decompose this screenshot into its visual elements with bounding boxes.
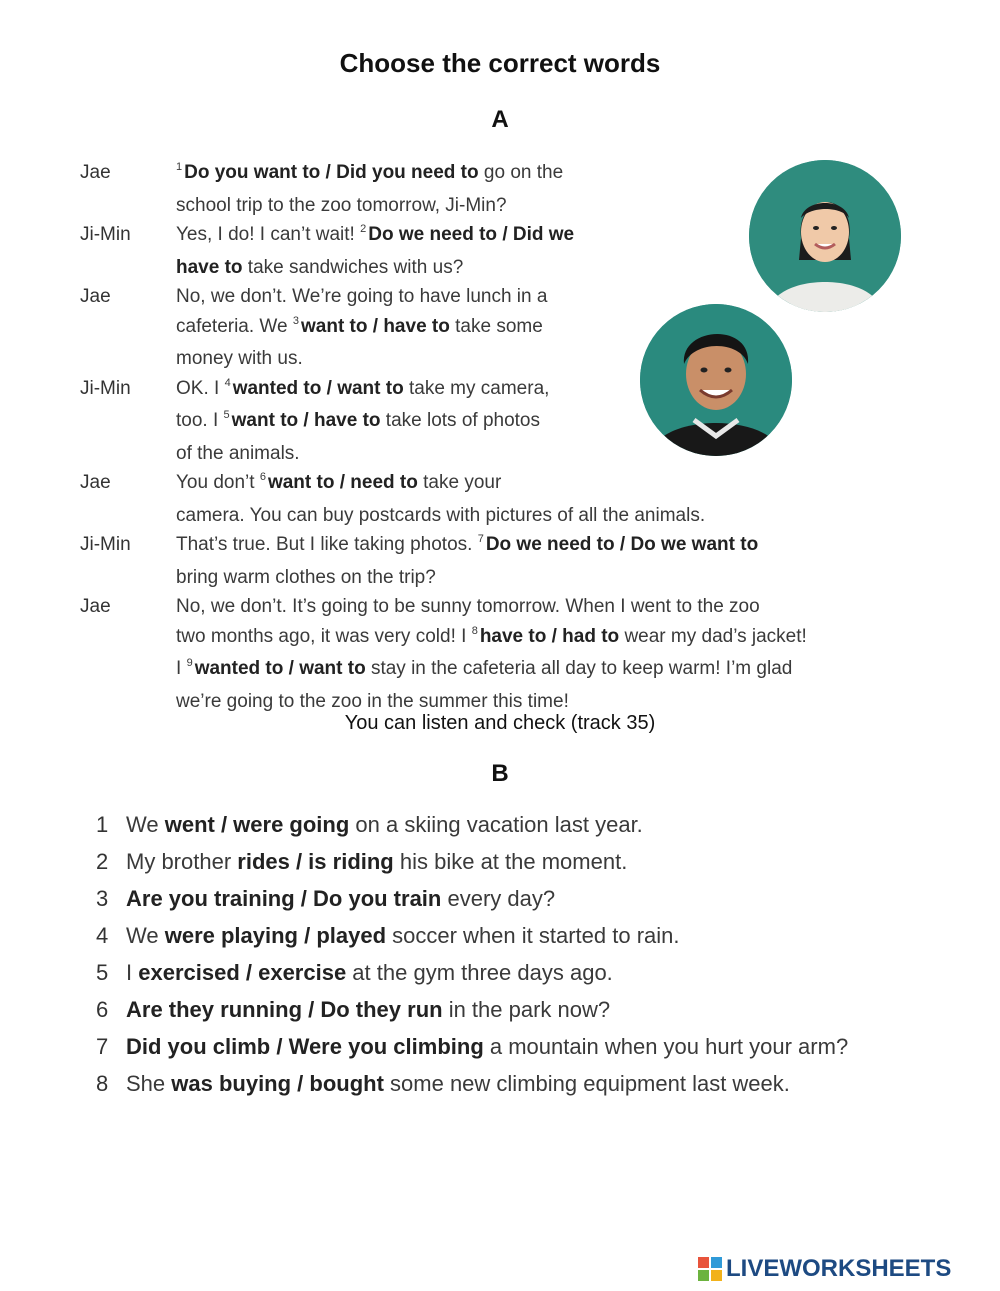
exercise-item xyxy=(96,991,956,1028)
gap-number: 9 xyxy=(186,657,193,669)
text-segment: My brother xyxy=(126,849,238,874)
listen-note: You can listen and check (track 35) xyxy=(344,712,656,734)
text-segment: his bike at the moment. xyxy=(393,849,628,874)
text-segment: wear my dad’s jacket! xyxy=(619,625,807,647)
text-segment: take your xyxy=(417,472,502,493)
text-segment: take my camera, xyxy=(403,377,550,399)
text-segment: go on the xyxy=(478,162,564,183)
exercise-item xyxy=(96,1028,956,1065)
text-segment: No, we don’t. We’re going to have lunch in a xyxy=(176,286,548,307)
text-segment: camera. You can buy postcards with pictures of all the animals. xyxy=(176,504,706,526)
exercise-item xyxy=(96,954,956,991)
text-segment: take some xyxy=(449,315,543,337)
dialogue-line xyxy=(176,312,940,345)
dialogue-turn xyxy=(80,374,940,469)
exercise-item xyxy=(96,806,956,843)
text-segment: We xyxy=(126,923,165,948)
answer-choice: Do you want to / Did you need to xyxy=(184,162,479,183)
text-segment: two months ago, it was very cold! I xyxy=(176,625,472,647)
text-segment: school trip to the zoo tomorrow, Ji-Min? xyxy=(176,194,507,216)
section-a-heading: A xyxy=(491,106,509,133)
text-segment: soccer when it started to rain. xyxy=(386,923,680,948)
sentence-exercise xyxy=(96,806,956,1102)
answer-choice: Do we need to / Did we xyxy=(368,224,575,245)
answer-choice: wanted to / want to xyxy=(232,377,404,399)
dialogue-line xyxy=(176,530,940,563)
answer-choice: was buying / bought xyxy=(171,1071,384,1096)
answer-choice: want to / have to xyxy=(231,410,381,431)
item-number: 8 xyxy=(96,1071,109,1096)
exercise-item xyxy=(96,843,956,880)
text-segment: some new climbing equipment last week. xyxy=(383,1071,790,1096)
exercise-item xyxy=(96,880,956,917)
speaker-name: Jae xyxy=(80,162,111,183)
text-segment: money with us. xyxy=(176,348,303,369)
text-segment: No, we don’t. It’s going to be sunny tomorrow. When I went to the zoo xyxy=(176,596,760,617)
text-segment: She xyxy=(126,1071,172,1096)
gap-number: 6 xyxy=(259,471,266,483)
liveworksheets-logo-icon xyxy=(698,1257,722,1281)
answer-choice: Are you training / Do you train xyxy=(126,886,442,911)
section-b-heading: B xyxy=(491,760,509,787)
item-number: 7 xyxy=(96,1034,109,1059)
text-segment: too. I xyxy=(176,410,224,431)
text-segment: Yes, I do! I can’t wait! xyxy=(176,224,361,245)
text-segment: we’re going to the zoo in the summer this time! xyxy=(176,690,569,712)
exercise-item xyxy=(96,1065,956,1102)
text-segment: I xyxy=(126,960,139,985)
item-number: 6 xyxy=(96,997,109,1022)
dialogue-line xyxy=(176,439,940,469)
text-segment: That’s true. But I like taking photos. xyxy=(176,534,478,555)
answer-choice: want to / need to xyxy=(267,472,418,493)
dialogue-line xyxy=(176,468,940,501)
exercise-item xyxy=(96,917,956,954)
speaker-name: Ji-Min xyxy=(80,224,131,245)
text-segment: at the gym three days ago. xyxy=(346,960,613,985)
dialogue-line xyxy=(176,592,940,622)
dialogue-turn xyxy=(80,592,940,716)
answer-choice: rides / is riding xyxy=(237,849,394,874)
text-segment: You don’t xyxy=(176,472,260,493)
text-segment: take sandwiches with us? xyxy=(242,256,464,278)
gap-number: 7 xyxy=(477,533,484,545)
text-segment: a mountain when you hurt your arm? xyxy=(483,1034,849,1059)
dialogue-line xyxy=(176,563,940,593)
gap-number: 4 xyxy=(224,376,231,389)
answer-choice: have to xyxy=(176,256,243,278)
answer-choice: wanted to / want to xyxy=(194,658,366,679)
dialogue-line xyxy=(176,344,940,374)
answer-choice: Did you climb / Were you climbing xyxy=(126,1034,484,1059)
answer-choice: Do we need to / Do we want to xyxy=(485,534,759,555)
dialogue-line xyxy=(176,654,940,687)
gap-number: 2 xyxy=(360,223,367,235)
text-segment: every day? xyxy=(441,886,556,911)
gap-number: 1 xyxy=(176,161,183,173)
item-number: 4 xyxy=(96,923,109,948)
answer-choice: have to / had to xyxy=(479,625,620,647)
dialogue-line xyxy=(176,622,940,655)
text-segment: on a skiing vacation last year. xyxy=(349,812,643,837)
text-segment: I xyxy=(176,658,187,679)
dialogue-line xyxy=(176,501,940,531)
dialogue-turn xyxy=(80,468,940,530)
speaker-name: Jae xyxy=(80,472,111,493)
item-number: 3 xyxy=(96,886,109,911)
answer-choice: went / were going xyxy=(164,812,350,837)
item-number: 1 xyxy=(96,812,109,837)
dialogue-turn xyxy=(80,530,940,592)
answer-choice: Are they running / Do they run xyxy=(126,997,443,1022)
item-number: 2 xyxy=(96,849,109,874)
answer-choice: want to / have to xyxy=(301,315,450,337)
item-number: 5 xyxy=(96,960,109,985)
girl-photo xyxy=(749,160,901,312)
logo-text: LIVEWORKSHEETS xyxy=(726,1255,952,1282)
gap-number: 3 xyxy=(292,314,299,327)
text-segment: stay in the cafeteria all day to keep warm! I’m glad xyxy=(365,658,793,679)
text-segment: We xyxy=(126,812,165,837)
text-segment: in the park now? xyxy=(442,997,611,1022)
page-title: Choose the correct words xyxy=(339,48,661,78)
dialogue-line xyxy=(176,406,940,439)
text-segment: bring warm clothes on the trip? xyxy=(176,566,436,588)
liveworksheets-logo xyxy=(698,1252,994,1286)
gap-number: 8 xyxy=(471,624,478,637)
answer-choice: were playing / played xyxy=(164,923,387,948)
speaker-name: Ji-Min xyxy=(80,534,131,555)
speaker-name: Ji-Min xyxy=(80,377,131,399)
speaker-name: Jae xyxy=(80,286,111,307)
dialogue-line xyxy=(176,374,940,407)
text-segment: cafeteria. We xyxy=(176,315,293,337)
gap-number: 5 xyxy=(223,409,230,421)
text-segment: of the animals. xyxy=(176,442,300,464)
text-segment: take lots of photos xyxy=(380,410,541,431)
text-segment: OK. I xyxy=(176,377,225,399)
boy-photo xyxy=(640,304,792,456)
answer-choice: exercised / exercise xyxy=(138,960,347,985)
speaker-name: Jae xyxy=(80,596,111,617)
